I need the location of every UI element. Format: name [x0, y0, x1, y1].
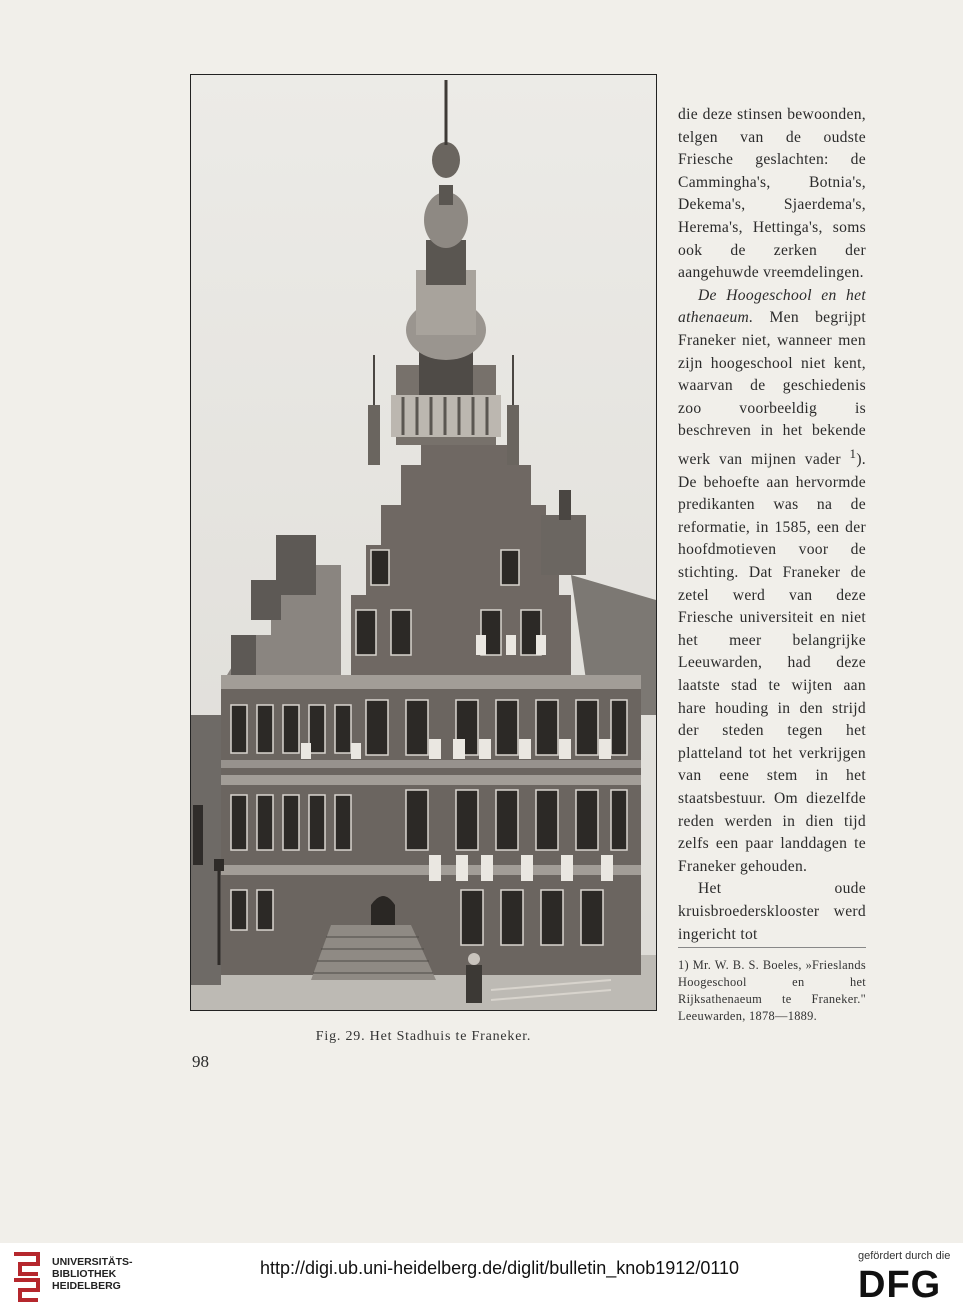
library-name-line-3: HEIDELBERG: [52, 1280, 121, 1292]
dfg-logo[interactable]: DFG: [858, 1264, 942, 1306]
page-number: 98: [192, 1052, 209, 1071]
town-hall-illustration: [191, 75, 656, 1010]
footnote-reference: 1: [849, 445, 857, 461]
paragraph-4: Het oude kruisbroedersklooster werd ingericht tot: [678, 880, 866, 943]
footnote-reference-close: ).: [856, 451, 867, 469]
paragraph-2-text: Men begrijpt Franeker niet, wanneer men zijn hoogeschool niet kent, waarvan de geschiedenis zoo voorbeeldig is beschreven in het bekende werk van mijnen vader: [678, 309, 866, 469]
funding-label: gefördert durch die: [858, 1250, 951, 1262]
library-logo-icon: [10, 1250, 46, 1304]
library-name-line-1: UNIVERSITÄTS-: [52, 1256, 133, 1268]
paragraph-1: die deze stinsen bewoonden, telgen van de oudste Friesche geslachten: de Cammingha's, Botnia's, Dekema's, Sjaerdema's, Herema's, Hettinga's, soms ook de zerken der aangehuwde vreemdelingen.: [678, 106, 866, 282]
footnote: 1) Mr. W. B. S. Boeles, »Frieslands Hoogeschool en het Rijksathenaeum te Franeker." Leeuwarden, 1878—1889.: [678, 958, 866, 1023]
section-heading: De Hoogeschool en het athenaeum.: [678, 286, 866, 327]
figure-photo-stadhuis: [190, 74, 657, 1011]
permalink-url[interactable]: http://digi.ub.uni-heidelberg.de/diglit/bulletin_knob1912/0110: [260, 1258, 740, 1278]
library-name-line-2: BIBLIOTHEK: [52, 1268, 117, 1280]
footnote-divider: [678, 947, 866, 948]
paragraph-3-text: De behoefte aan hervormde predikanten was na de reformatie, in 1585, een der hoofdmotieven voor de stichting. Dat Franeker de zetel werd van deze Friesche universiteit en niet het meer belangrijke Leeuwarden, had deze laatste stad te wijten aan hare houding in den strijd der steden tegen het platteland tot het verkrijgen van eene stem in het staatsbestuur. Om diezelfde reden werden in dien tijd zelfs een paar landdagen te Franeker gehouden.: [678, 473, 866, 875]
library-name[interactable]: [52, 1256, 133, 1292]
figure-caption: Fig. 29. Het Stadhuis te Franeker.: [315, 1029, 532, 1044]
paragraph-2: [678, 285, 866, 879]
body-text-column: [678, 104, 866, 946]
